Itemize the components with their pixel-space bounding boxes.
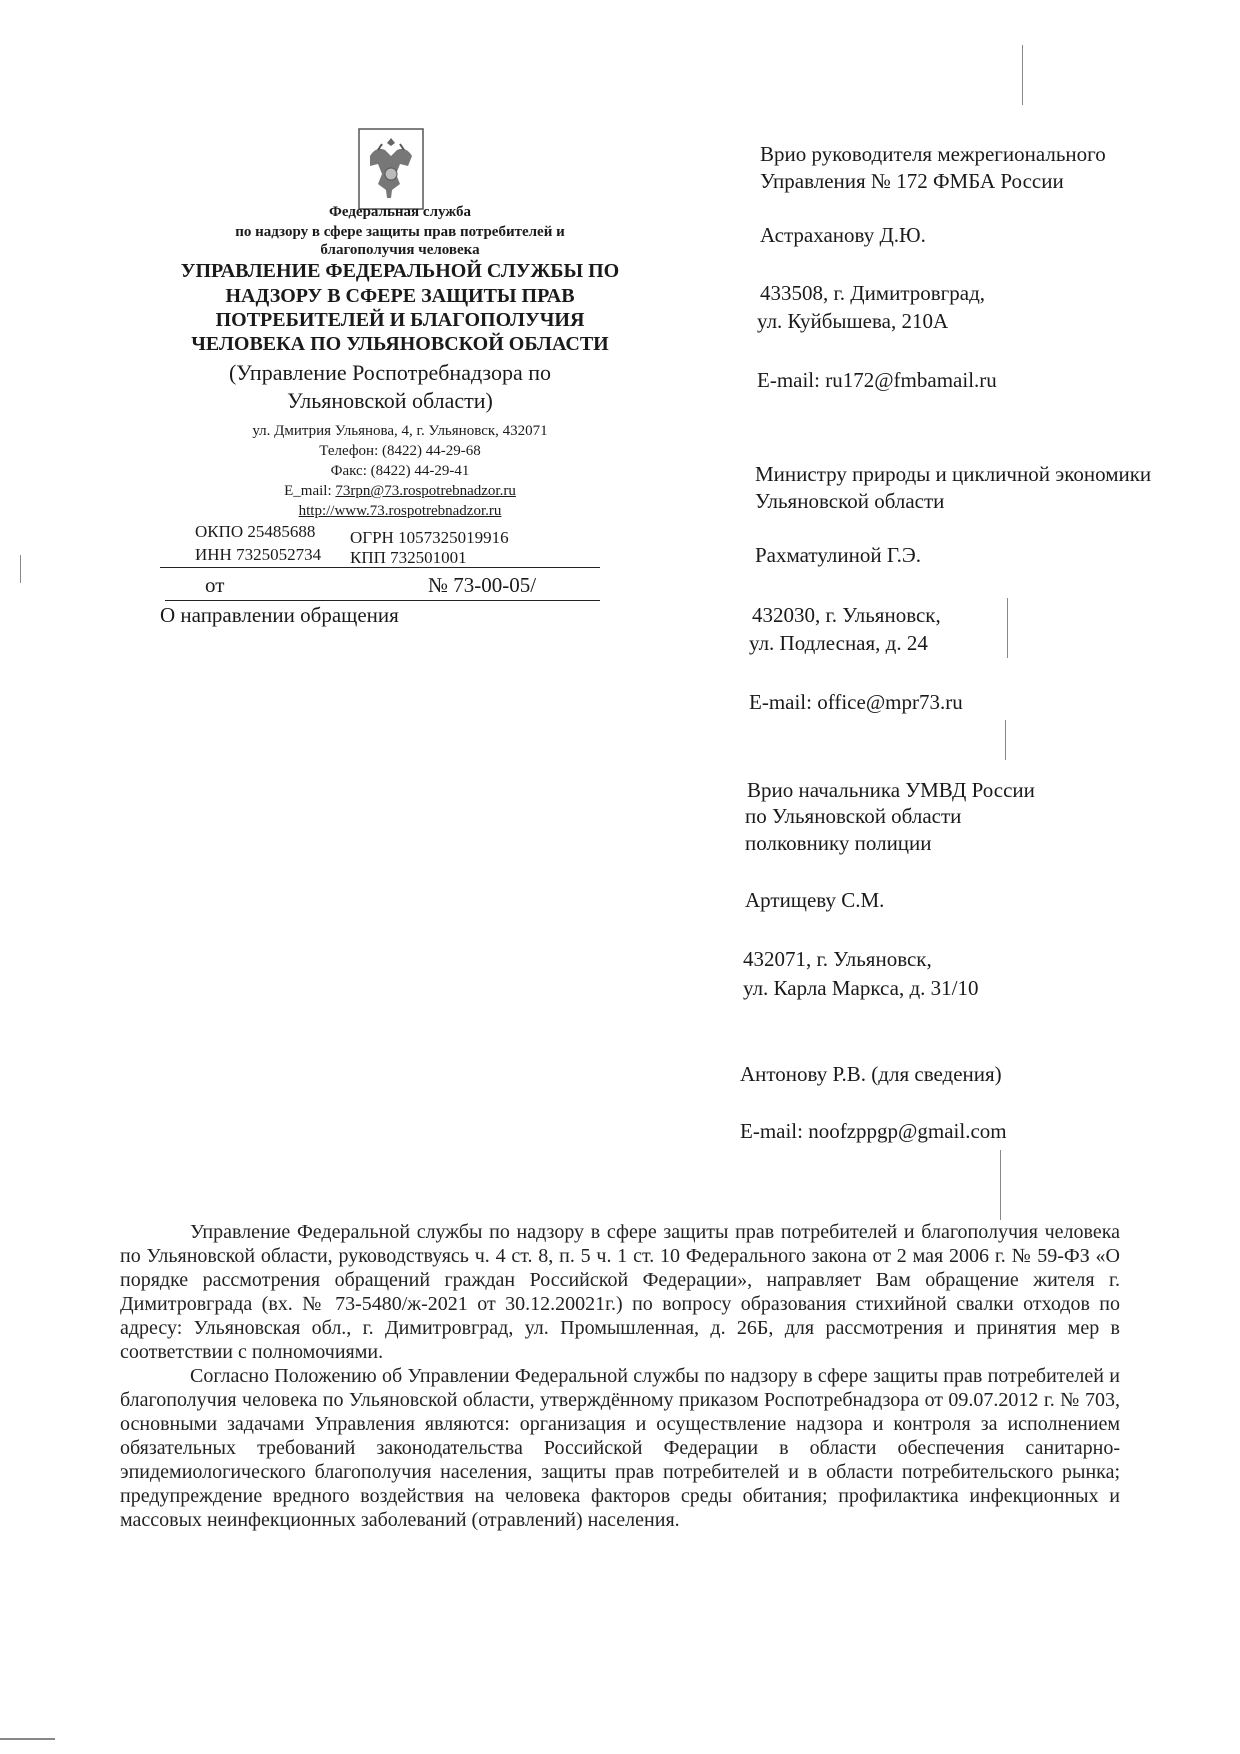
date-label: от [205,573,225,597]
recipient3-position-line2: по Ульяновской области [745,804,962,828]
service-name-line1: Федеральная служба [329,204,471,220]
office-name-line2: НАДЗОРУ В СФЕРЕ ЗАЩИТЫ ПРАВ [225,285,575,307]
recipient3-position-line1: Врио начальника УМВД России [747,778,1035,802]
body-paragraph-1: Управление Федеральной службы по надзору в сфере защиты прав потребителей и благополучия человека по Ульяновской области, руководствуясь ч. 4 ст. 8, п. 5 ч. 1 ст. 10 Федерального закона от 2 мая 2006 г. № 59-ФЗ «О порядке рассмотрения обращений граждан Российской Федерации», направляет Вам обращение жителя г. Димитровграда (вх. № 73-5480/ж-2021 от 30.12.20021г.) по вопросу образования стихийной свалки отходов по адресу: Ульяновская обл., г. Димитровград, ул. Промышленная, д. 26Б, для рассмотрения и принятия мер в соответствии с полномочиями. [120,1221,1120,1363]
recipient2-position-line2: Ульяновской области [755,489,945,513]
recipient4-name: Антонову Р.В. (для сведения) [740,1062,1002,1086]
recipient1-address-line2: ул. Куйбышева, 210А [757,309,949,333]
service-name-line3: благополучия человека [320,242,480,258]
recipient4-email: E-mail: noofzppgp@gmail.com [740,1119,1007,1143]
sender-fax: Факс: (8422) 44-29-41 [330,463,470,479]
document-number: № 73-00-05/ [428,573,537,597]
sender-email-link[interactable]: 73rpn@73.rospotrebnadzor.ru [335,483,516,499]
body-paragraph-2: Согласно Положению об Управлении Федеральной службы по надзору в сфере защиты прав потребителей и благополучия человека по Ульяновской области, утверждённому приказом Роспотребнадзора от 09.07.2012 г. № 703, основными задачами Управления являются: организация и осуществление надзора и контроля за исполнением обязательных требований законодательства Российской Федерации в области обеспечения санитарно-эпидемиологического благополучия населения, защиты прав потребителей и в области потребительского рынка; предупреждение вредного воздействия на человека факторов среды обитания; профилактика инфекционных и массовых неинфекционных заболеваний (отравлений) населения. [120,1365,1120,1531]
office-name-line3: ПОТРЕБИТЕЛЕЙ И БЛАГОПОЛУЧИЯ [215,309,585,331]
recipient3-address-line1: 432071, г. Ульяновск, [743,947,932,971]
inn-code: ИНН 7325052734 [195,545,322,564]
short-name-line1: (Управление Роспотребнадзора по [228,360,552,385]
coat-of-arms-emblem [358,128,424,210]
recipient2-address-line2: ул. Подлесная, д. 24 [749,631,928,655]
sender-email-row [150,482,650,501]
recipient1-email: E-mail: ru172@fmbamail.ru [757,368,997,392]
scan-mark [1007,598,1008,658]
recipient1-address-line1: 433508, г. Димитровград, [760,281,986,305]
ogrn-code: ОГРН 1057325019916 [350,528,509,547]
sender-email-label: E_mail: [284,483,336,499]
recipient3-address-line2: ул. Карла Маркса, д. 31/10 [743,976,979,1000]
recipient3-position-line3: полковнику полиции [745,831,932,855]
sender-website-link[interactable]: http://www.73.rospotrebnadzor.ru [298,503,502,519]
scan-mark [20,555,21,583]
scan-mark [1022,45,1023,105]
office-name-line1: УПРАВЛЕНИЕ ФЕДЕРАЛЬНОЙ СЛУЖБЫ ПО [180,260,620,282]
recipient2-name: Рахматулиной Г.Э. [755,543,921,567]
divider-line [160,567,600,568]
service-name-line2: по надзору в сфере защиты прав потребителей и [235,224,565,240]
letter-body [120,1220,1120,1532]
scan-mark [1005,720,1006,760]
sender-phone: Телефон: (8422) 44-29-68 [319,443,481,459]
recipient2-position-line1: Министру природы и цикличной экономики [755,462,1152,486]
recipient1-position-line2: Управления № 172 ФМБА России [760,169,1064,193]
recipient1-position-line1: Врио руководителя межрегионального [760,142,1106,166]
scan-mark [0,1738,55,1740]
office-name-line4: ЧЕЛОВЕКА ПО УЛЬЯНОВСКОЙ ОБЛАСТИ [191,333,609,355]
subject-line: О направлении обращения [160,603,399,627]
recipient2-email: E-mail: office@mpr73.ru [749,690,963,714]
number-underline [165,600,600,601]
recipient1-name: Астраханову Д.Ю. [760,223,926,247]
okpo-code: ОКПО 25485688 [195,522,316,541]
kpp-code: КПП 732501001 [350,548,467,567]
recipient2-address-line1: 432030, г. Ульяновск, [752,603,941,627]
short-name-line2: Ульяновской области) [287,388,493,413]
sender-address: ул. Дмитрия Ульянова, 4, г. Ульяновск, 432071 [252,423,548,439]
scan-mark [1000,1150,1001,1220]
recipient3-name: Артищеву С.М. [745,888,885,912]
